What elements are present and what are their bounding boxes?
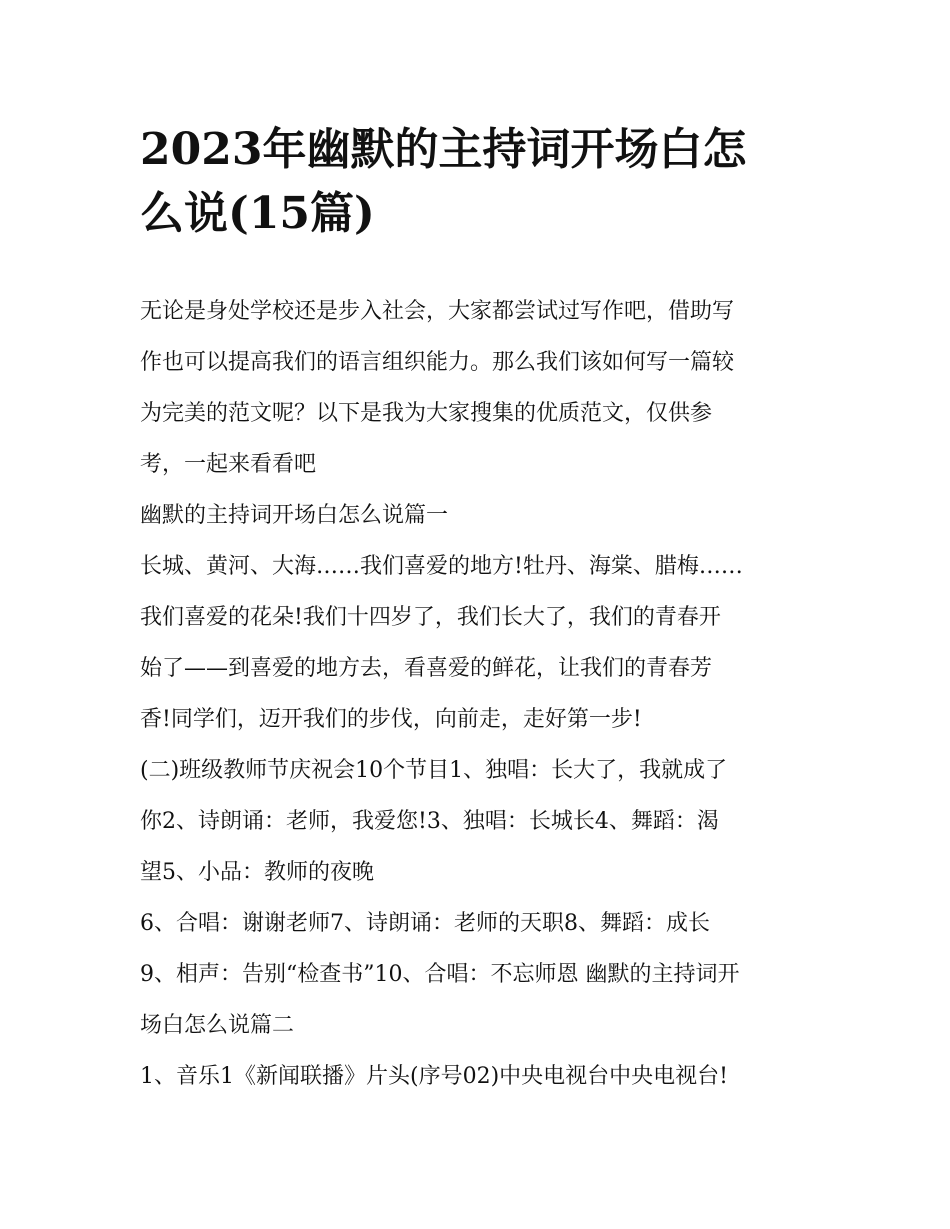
text-line: 考，一起来看看吧	[140, 452, 317, 477]
text-line: 始了——到喜爱的地方去，看喜爱的鲜花，让我们的青春芳	[140, 656, 713, 681]
document-page	[140, 118, 812, 1102]
intro-paragraph	[140, 286, 812, 490]
text-line: 香!同学们，迈开我们的步伐，向前走，走好第一步!	[140, 707, 642, 732]
text-line: 无论是身处学校还是步入社会，大家都尝试过写作吧，借助写	[140, 299, 735, 324]
title-line: 2023年幽默的主持词开场白怎	[140, 124, 747, 175]
program2-paragraph	[140, 898, 812, 1051]
text-line: 1、音乐1《新闻联播》片头(序号02)中央电视台中央电视台!	[140, 1064, 728, 1089]
text-line: 你2、诗朗诵：老师，我爱您!3、独唱：长城长4、舞蹈：渴	[140, 809, 719, 834]
document-title	[140, 118, 812, 246]
text-line: 9、相声：告别“检查书”10、合唱：不忘师恩 幽默的主持词开	[140, 962, 740, 987]
section-heading-text: 幽默的主持词开场白怎么说篇一	[140, 503, 449, 528]
text-line: 场白怎么说篇二	[140, 1013, 295, 1038]
text-line: 为完美的范文呢？以下是我为大家搜集的优质范文，仅供参	[140, 401, 713, 426]
title-line: 么说(15篇)	[140, 188, 375, 239]
text-line: 6、合唱：谢谢老师7、诗朗诵：老师的天职8、舞蹈：成长	[140, 911, 710, 936]
document-body	[140, 286, 812, 1102]
text-line: 望5、小品：教师的夜晚	[140, 860, 374, 885]
text-line: 作也可以提高我们的语言组织能力。那么我们该如何写一篇较	[140, 350, 735, 375]
text-line: 我们喜爱的花朵!我们十四岁了，我们长大了，我们的青春开	[140, 605, 721, 630]
text-line: 长城、黄河、大海……我们喜爱的地方!牡丹、海棠、腊梅……	[140, 554, 743, 579]
section1-paragraph	[140, 541, 812, 745]
section2-paragraph	[140, 1051, 812, 1102]
text-line: (二)班级教师节庆祝会10个节目1、独唱：长大了，我就成了	[140, 758, 728, 783]
section-heading	[140, 490, 812, 541]
program-paragraph	[140, 745, 812, 898]
